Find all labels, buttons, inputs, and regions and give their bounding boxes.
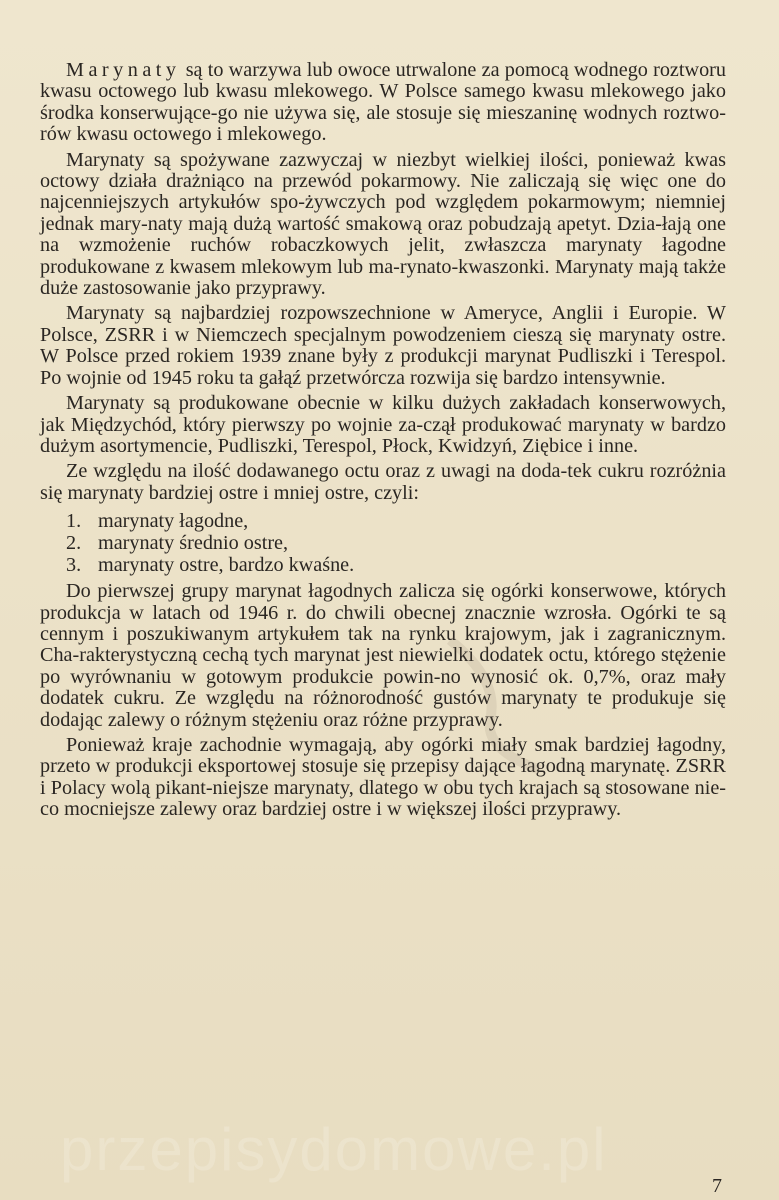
paragraph-4: Marynaty są produkowane obecnie w kilku dużych zakładach konserwowych, jak Międzychód, który pierwszy po wojnie za-czął produkować marynaty w bardzo dużym asortymencie, Pudliszki, Terespol, Płock, Kwidzyń, Ziębice i inne. — [40, 392, 726, 457]
list-item-number: 2. — [66, 532, 82, 555]
list-item-text: marynaty ostre, bardzo kwaśne. — [98, 554, 355, 577]
list-item-number: 1. — [66, 510, 82, 533]
paragraph-3: Marynaty są najbardziej rozpowszechnione w Ameryce, Anglii i Europie. W Polsce, ZSRR i w Niemczech specjalnym powodzeniem cieszą się marynaty ostre. W Polsce przed rokiem 1939 znane były z produkcji marynat Pudliszki i Terespol. Po wojnie od 1945 roku ta gałąź przetwórcza rozwija się bardzo intensywnie. — [40, 302, 726, 389]
list-item — [66, 510, 726, 532]
list-item — [66, 532, 726, 554]
list-item — [66, 554, 726, 576]
paragraph-2: Marynaty są spożywane zazwyczaj w niezbyt wielkiej ilości, ponieważ kwas octowy działa drażniąco na przewód pokarmowy. Nie zaliczają się więc one do najcenniejszych artykułów spo-żywczych pod względem pokarmowym; niemniej jednak mary-naty mają dużą wartość smakową oraz pobudzają apetyt. Dzia-łają one na wzmożenie ruchów robaczkowych jelit, zwłaszcza marynaty łagodne produkowane z kwasem mlekowym lub ma-rynato-kwaszonki. Marynaty mają także duże zastosowanie jako przyprawy. — [40, 148, 726, 300]
body-text — [40, 60, 726, 825]
paragraph-1-text: są to warzywa lub owoce utrwalone za pomocą wodnego roztworu kwasu octowego lub kwasu mlekowego. W Polsce samego kwasu mlekowego jako środka konserwujące-go nie używa się, ale stosuje się mieszaninę wodnych roztwo-rów kwasu octowego i mlekowego. — [40, 59, 726, 146]
watermark: przepisydomowe.pl — [60, 1116, 608, 1183]
list-item-text: marynaty średnio ostre, — [98, 532, 289, 555]
paragraph-7: Ponieważ kraje zachodnie wymagają, aby ogórki miały smak bardziej łagodny, przeto w produkcji eksportowej stosuje się przepisy dające łagodną marynatę. ZSRR i Polacy wolą pikant-niejsze marynaty, dlatego w obu tych krajach są stosowane nie-co mocniejsze zalewy oraz bardziej ostre i w większej ilości przyprawy. — [40, 733, 726, 821]
marinade-types-list — [66, 510, 726, 576]
paragraph-6: Do pierwszej grupy marynat łagodnych zalicza się ogórki konserwowe, których produkcja w latach od 1946 r. do chwili obecnej znacznie wzrosła. Ogórki te są cennym i poszukiwanym artykułem tak na rynku krajowym, jak i zagranicznym. Cha-rakterystyczną cechą tych marynat jest niewielki dodatek octu, którego stężenie po wyrównaniu w gotowym produkcie powin-no wynosić ok. 0,7%, oraz mały dodatek cukru. Ze względu na różnorodność gustów marynaty te produkuje się dodając zalewy o różnym stężeniu oraz różne przyprawy. — [40, 580, 726, 731]
list-item-text: marynaty łagodne, — [98, 510, 249, 533]
page-number: 7 — [712, 1175, 722, 1197]
paragraph-1 — [40, 60, 726, 146]
paragraph-5: Ze względu na ilość dodawanego octu oraz z uwagi na doda-tek cukru rozróżnia się marynaty bardziej ostre i mniej ostre, czyli: — [40, 460, 726, 504]
list-item-number: 3. — [66, 554, 82, 577]
term-marynaty: Marynaty — [66, 59, 181, 81]
